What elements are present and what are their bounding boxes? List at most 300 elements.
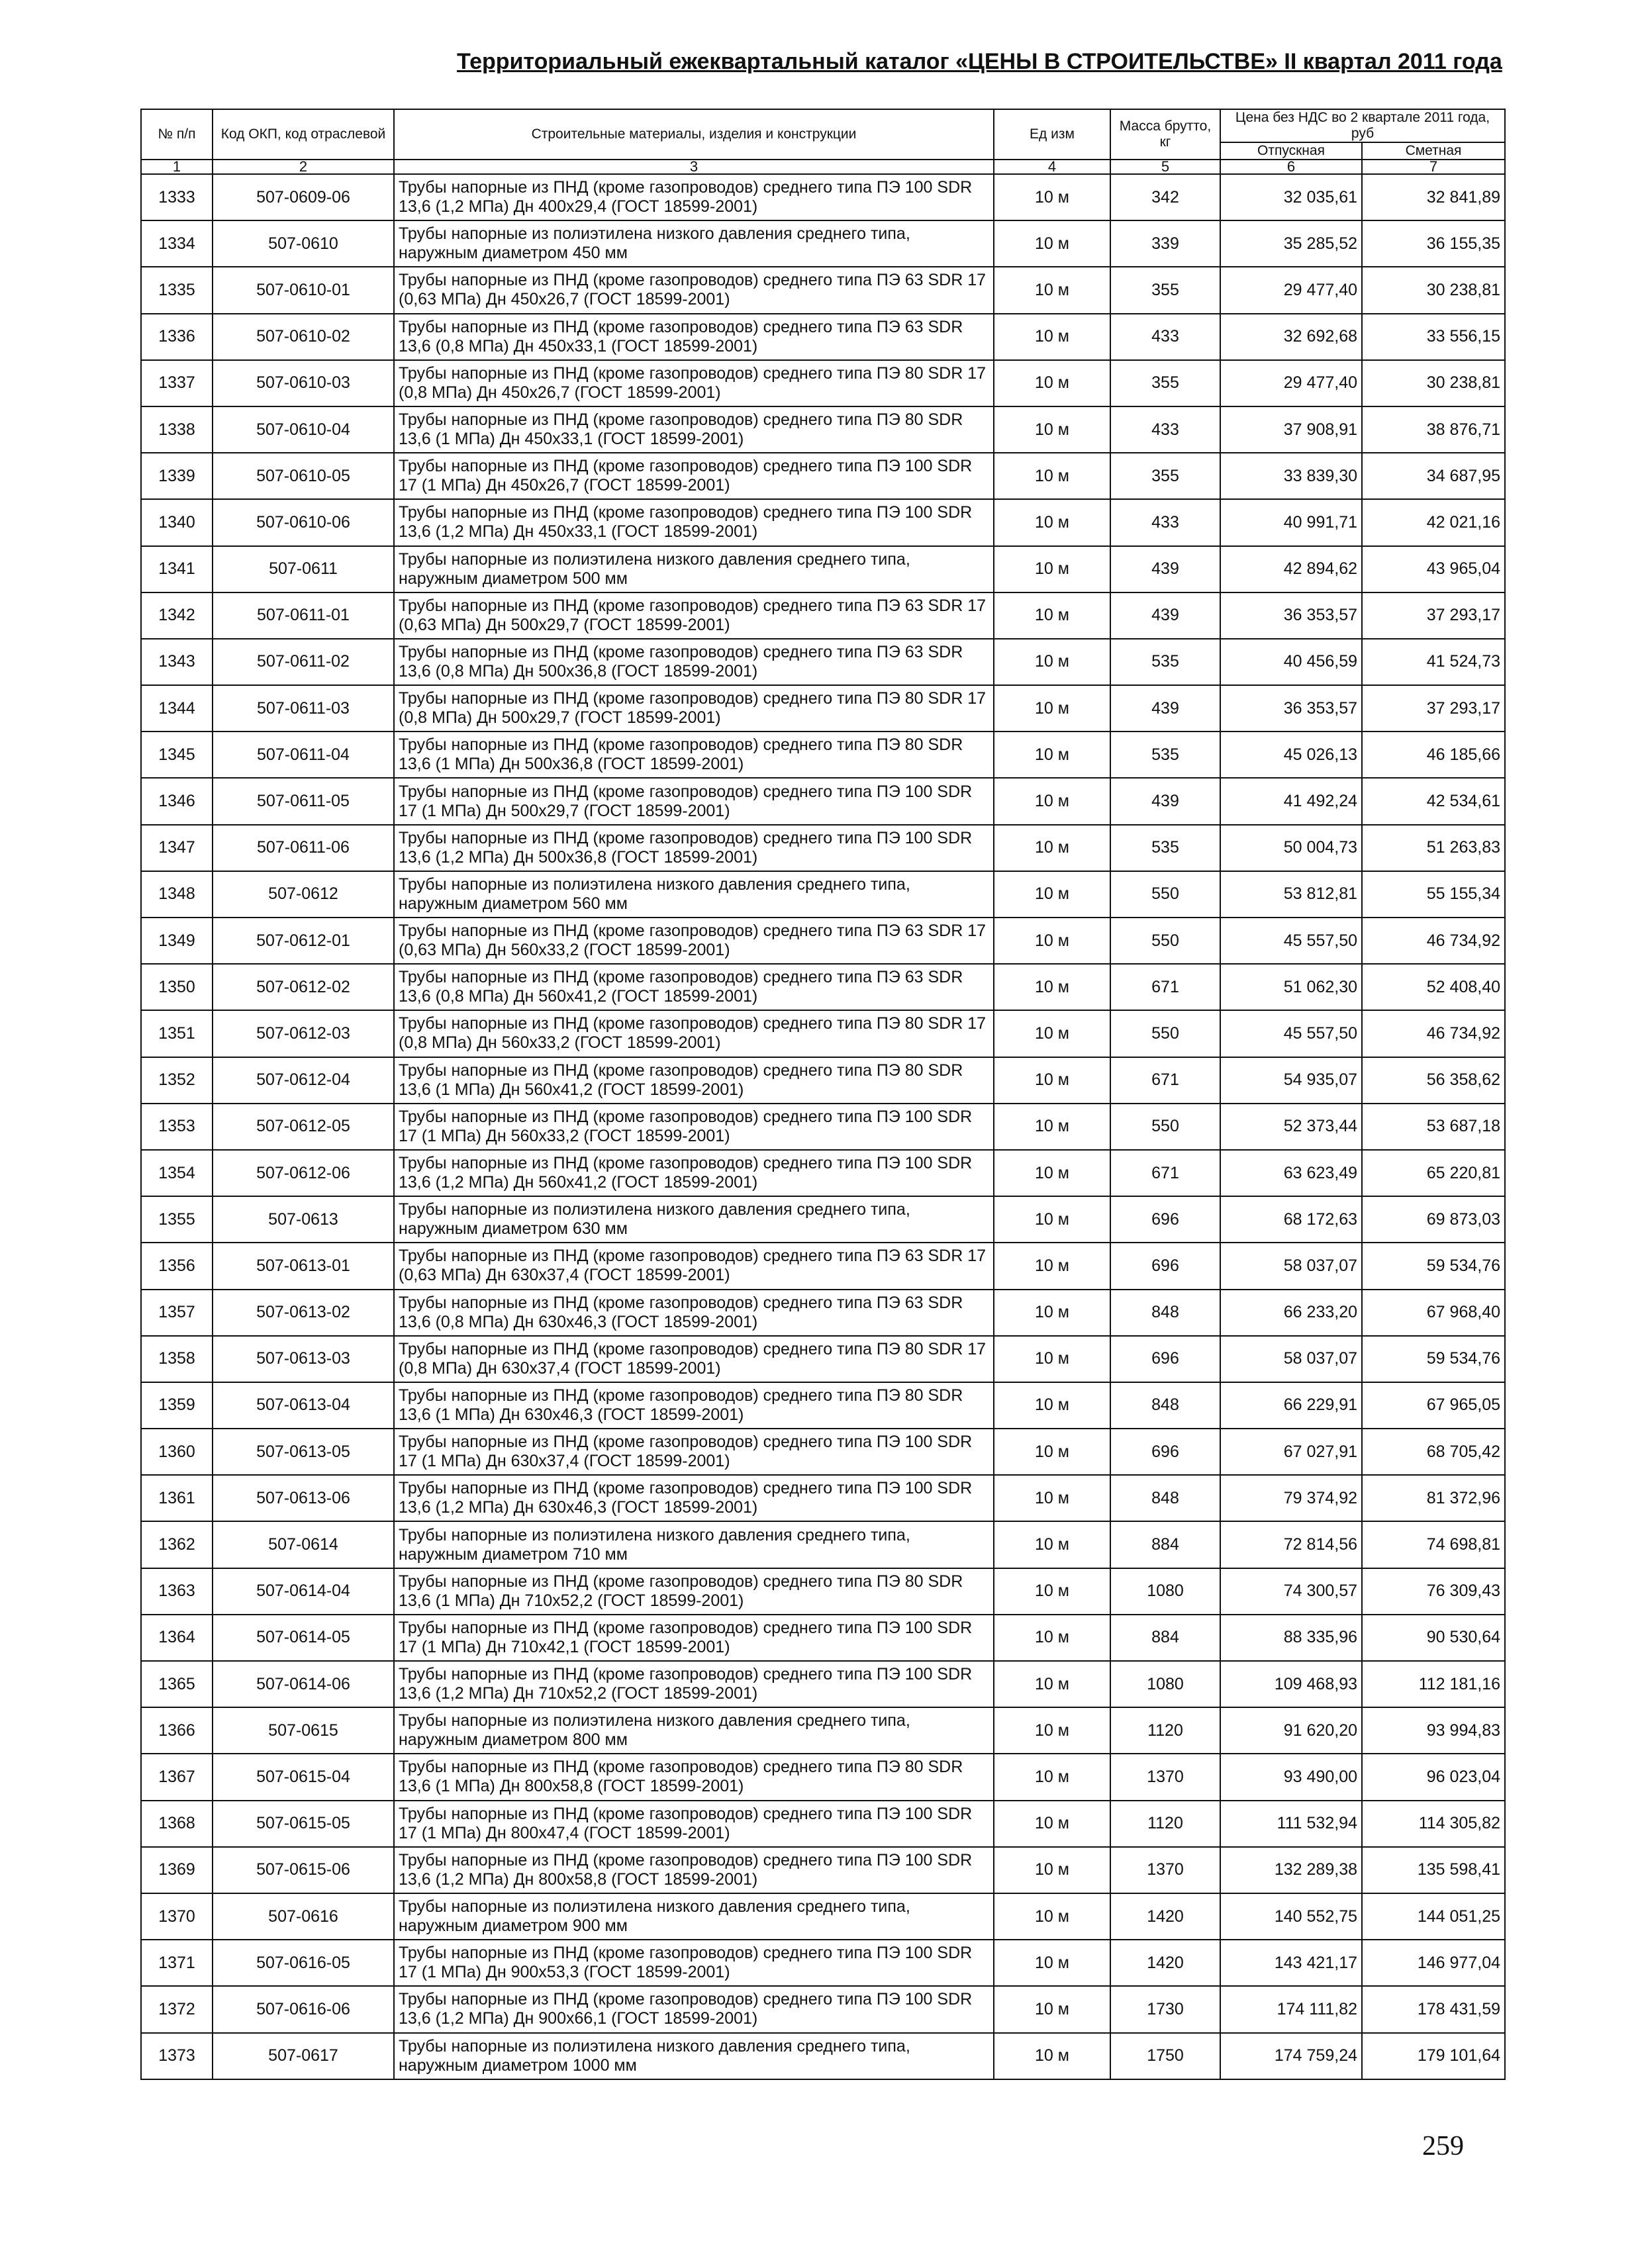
column-number: 1 — [141, 160, 213, 174]
header-name: Строительные материалы, изделия и конструкции — [394, 109, 994, 160]
table-row — [141, 1104, 1505, 1150]
price-estimate: 42 534,61 — [1362, 778, 1505, 824]
unit: 10 м — [994, 1150, 1110, 1196]
price-estimate: 46 734,92 — [1362, 918, 1505, 964]
price-estimate: 178 431,59 — [1362, 1986, 1505, 2032]
gross-mass: 339 — [1110, 220, 1220, 267]
price-estimate: 30 238,81 — [1362, 267, 1505, 313]
price-release: 52 373,44 — [1220, 1104, 1362, 1150]
gross-mass: 884 — [1110, 1615, 1220, 1661]
okp-code: 507-0611 — [213, 546, 394, 592]
unit: 10 м — [994, 1243, 1110, 1289]
page-title: Территориальный ежеквартальный каталог «ЦЕНЫ В СТРОИТЕЛЬСТВЕ» II квартал 2011 года — [457, 49, 1502, 74]
material-name: Трубы напорные из ПНД (кроме газопроводов) среднего типа ПЭ 80 SDR 17 (0,8 МПа) Дн 560х33,2 (ГОСТ 18599-2001) — [394, 1010, 994, 1057]
unit: 10 м — [994, 1521, 1110, 1568]
material-name: Трубы напорные из ПНД (кроме газопроводов) среднего типа ПЭ 63 SDR 17 (0,63 МПа) Дн 500х29,7 (ГОСТ 18599-2001) — [394, 592, 994, 639]
okp-code: 507-0612 — [213, 871, 394, 918]
unit: 10 м — [994, 499, 1110, 545]
table-row — [141, 360, 1505, 406]
price-estimate: 41 524,73 — [1362, 639, 1505, 685]
table-row — [141, 267, 1505, 313]
table-row — [141, 871, 1505, 918]
gross-mass: 1120 — [1110, 1801, 1220, 1847]
okp-code: 507-0615 — [213, 1707, 394, 1754]
table-row — [141, 964, 1505, 1010]
price-release: 66 229,91 — [1220, 1382, 1362, 1429]
material-name: Трубы напорные из полиэтилена низкого давления среднего типа, наружным диаметром 560 мм — [394, 871, 994, 918]
table-row — [141, 453, 1505, 499]
price-estimate: 53 687,18 — [1362, 1104, 1505, 1150]
price-estimate: 135 598,41 — [1362, 1847, 1505, 1893]
okp-code: 507-0610-06 — [213, 499, 394, 545]
unit: 10 м — [994, 1336, 1110, 1382]
price-release: 66 233,20 — [1220, 1290, 1362, 1336]
price-estimate: 81 372,96 — [1362, 1475, 1505, 1521]
table-row — [141, 1754, 1505, 1800]
price-estimate: 37 293,17 — [1362, 685, 1505, 732]
price-estimate: 43 965,04 — [1362, 546, 1505, 592]
row-number: 1363 — [141, 1568, 213, 1615]
table-row — [141, 2033, 1505, 2079]
header-price-group: Цена без НДС во 2 квартале 2011 года, руб — [1220, 109, 1505, 142]
column-number: 3 — [394, 160, 994, 174]
gross-mass: 535 — [1110, 732, 1220, 778]
gross-mass: 433 — [1110, 314, 1220, 360]
row-number: 1371 — [141, 1940, 213, 1986]
table-row — [141, 685, 1505, 732]
header-price-release: Отпускная — [1220, 142, 1362, 160]
price-estimate: 179 101,64 — [1362, 2033, 1505, 2079]
price-release: 132 289,38 — [1220, 1847, 1362, 1893]
page-number: 259 — [1422, 2131, 1464, 2161]
material-name: Трубы напорные из ПНД (кроме газопроводов) среднего типа ПЭ 80 SDR 17 (0,8 МПа) Дн 500х29,7 (ГОСТ 18599-2001) — [394, 685, 994, 732]
okp-code: 507-0615-04 — [213, 1754, 394, 1800]
okp-code: 507-0615-05 — [213, 1801, 394, 1847]
row-number: 1356 — [141, 1243, 213, 1289]
row-number: 1346 — [141, 778, 213, 824]
okp-code: 507-0613-04 — [213, 1382, 394, 1429]
unit: 10 м — [994, 685, 1110, 732]
price-release: 111 532,94 — [1220, 1801, 1362, 1847]
okp-code: 507-0610-01 — [213, 267, 394, 313]
row-number: 1335 — [141, 267, 213, 313]
row-number: 1351 — [141, 1010, 213, 1057]
material-name: Трубы напорные из ПНД (кроме газопроводов) среднего типа ПЭ 80 SDR 13,6 (1 МПа) Дн 630х46,3 (ГОСТ 18599-2001) — [394, 1382, 994, 1429]
price-release: 67 027,91 — [1220, 1429, 1362, 1475]
okp-code: 507-0611-05 — [213, 778, 394, 824]
unit: 10 м — [994, 1893, 1110, 1940]
table-row — [141, 1243, 1505, 1289]
unit: 10 м — [994, 174, 1110, 220]
table-row — [141, 499, 1505, 545]
okp-code: 507-0611-04 — [213, 732, 394, 778]
price-release: 45 557,50 — [1220, 1010, 1362, 1057]
table-row — [141, 1150, 1505, 1196]
table-row — [141, 732, 1505, 778]
gross-mass: 439 — [1110, 778, 1220, 824]
price-estimate: 76 309,43 — [1362, 1568, 1505, 1615]
okp-code: 507-0614 — [213, 1521, 394, 1568]
price-release: 37 908,91 — [1220, 406, 1362, 453]
material-name: Трубы напорные из ПНД (кроме газопроводов) среднего типа ПЭ 100 SDR 17 (1 МПа) Дн 560х33,2 (ГОСТ 18599-2001) — [394, 1104, 994, 1150]
gross-mass: 696 — [1110, 1243, 1220, 1289]
row-number: 1337 — [141, 360, 213, 406]
gross-mass: 433 — [1110, 499, 1220, 545]
table-row — [141, 1801, 1505, 1847]
unit: 10 м — [994, 1940, 1110, 1986]
column-numbers-row — [141, 160, 1505, 174]
row-number: 1348 — [141, 871, 213, 918]
header-unit: Ед изм — [994, 109, 1110, 160]
table-header — [141, 109, 1505, 174]
gross-mass: 1730 — [1110, 1986, 1220, 2032]
okp-code: 507-0610 — [213, 220, 394, 267]
price-release: 29 477,40 — [1220, 360, 1362, 406]
unit: 10 м — [994, 360, 1110, 406]
row-number: 1336 — [141, 314, 213, 360]
price-estimate: 67 968,40 — [1362, 1290, 1505, 1336]
okp-code: 507-0616-05 — [213, 1940, 394, 1986]
table-row — [141, 1661, 1505, 1707]
price-release: 58 037,07 — [1220, 1243, 1362, 1289]
okp-code: 507-0612-01 — [213, 918, 394, 964]
gross-mass: 1750 — [1110, 2033, 1220, 2079]
material-name: Трубы напорные из полиэтилена низкого давления среднего типа, наружным диаметром 800 мм — [394, 1707, 994, 1754]
material-name: Трубы напорные из ПНД (кроме газопроводов) среднего типа ПЭ 63 SDR 13,6 (0,8 МПа) Дн 450х33,1 (ГОСТ 18599-2001) — [394, 314, 994, 360]
unit: 10 м — [994, 1104, 1110, 1150]
gross-mass: 1420 — [1110, 1940, 1220, 1986]
okp-code: 507-0610-03 — [213, 360, 394, 406]
okp-code: 507-0613-01 — [213, 1243, 394, 1289]
material-name: Трубы напорные из полиэтилена низкого давления среднего типа, наружным диаметром 900 мм — [394, 1893, 994, 1940]
unit: 10 м — [994, 2033, 1110, 2079]
table-row — [141, 1475, 1505, 1521]
row-number: 1347 — [141, 825, 213, 871]
gross-mass: 355 — [1110, 267, 1220, 313]
material-name: Трубы напорные из полиэтилена низкого давления среднего типа, наружным диаметром 710 мм — [394, 1521, 994, 1568]
okp-code: 507-0613-03 — [213, 1336, 394, 1382]
table-row — [141, 1196, 1505, 1243]
gross-mass: 696 — [1110, 1336, 1220, 1382]
table-row — [141, 220, 1505, 267]
table-row — [141, 546, 1505, 592]
price-estimate: 36 155,35 — [1362, 220, 1505, 267]
row-number: 1338 — [141, 406, 213, 453]
price-release: 174 111,82 — [1220, 1986, 1362, 2032]
okp-code: 507-0614-05 — [213, 1615, 394, 1661]
price-estimate: 33 556,15 — [1362, 314, 1505, 360]
material-name: Трубы напорные из ПНД (кроме газопроводов) среднего типа ПЭ 80 SDR 17 (0,8 МПа) Дн 450х26,7 (ГОСТ 18599-2001) — [394, 360, 994, 406]
row-number: 1343 — [141, 639, 213, 685]
row-number: 1362 — [141, 1521, 213, 1568]
table-row — [141, 639, 1505, 685]
price-estimate: 38 876,71 — [1362, 406, 1505, 453]
row-number: 1359 — [141, 1382, 213, 1429]
price-estimate: 34 687,95 — [1362, 453, 1505, 499]
table-row — [141, 1707, 1505, 1754]
okp-code: 507-0613-05 — [213, 1429, 394, 1475]
material-name: Трубы напорные из ПНД (кроме газопроводов) среднего типа ПЭ 63 SDR 17 (0,63 МПа) Дн 630х37,4 (ГОСТ 18599-2001) — [394, 1243, 994, 1289]
material-name: Трубы напорные из ПНД (кроме газопроводов) среднего типа ПЭ 100 SDR 13,6 (1,2 МПа) Дн 630х46,3 (ГОСТ 18599-2001) — [394, 1475, 994, 1521]
price-release: 40 456,59 — [1220, 639, 1362, 685]
unit: 10 м — [994, 453, 1110, 499]
row-number: 1367 — [141, 1754, 213, 1800]
price-estimate: 59 534,76 — [1362, 1336, 1505, 1382]
table-body — [141, 174, 1505, 2079]
okp-code: 507-0616-06 — [213, 1986, 394, 2032]
table-row — [141, 406, 1505, 453]
okp-code: 507-0613 — [213, 1196, 394, 1243]
unit: 10 м — [994, 1382, 1110, 1429]
okp-code: 507-0614-06 — [213, 1661, 394, 1707]
table-row — [141, 825, 1505, 871]
okp-code: 507-0610-04 — [213, 406, 394, 453]
price-release: 29 477,40 — [1220, 267, 1362, 313]
column-number: 4 — [994, 160, 1110, 174]
unit: 10 м — [994, 825, 1110, 871]
price-release: 68 172,63 — [1220, 1196, 1362, 1243]
price-release: 51 062,30 — [1220, 964, 1362, 1010]
unit: 10 м — [994, 1057, 1110, 1104]
material-name: Трубы напорные из ПНД (кроме газопроводов) среднего типа ПЭ 100 SDR 17 (1 МПа) Дн 800х47,4 (ГОСТ 18599-2001) — [394, 1801, 994, 1847]
price-estimate: 90 530,64 — [1362, 1615, 1505, 1661]
table-row — [141, 174, 1505, 220]
gross-mass: 696 — [1110, 1196, 1220, 1243]
material-name: Трубы напорные из ПНД (кроме газопроводов) среднего типа ПЭ 63 SDR 17 (0,63 МПа) Дн 560х33,2 (ГОСТ 18599-2001) — [394, 918, 994, 964]
price-release: 32 035,61 — [1220, 174, 1362, 220]
unit: 10 м — [994, 1010, 1110, 1057]
unit: 10 м — [994, 1290, 1110, 1336]
material-name: Трубы напорные из ПНД (кроме газопроводов) среднего типа ПЭ 63 SDR 13,6 (0,8 МПа) Дн 560х41,2 (ГОСТ 18599-2001) — [394, 964, 994, 1010]
unit: 10 м — [994, 592, 1110, 639]
price-release: 35 285,52 — [1220, 220, 1362, 267]
row-number: 1370 — [141, 1893, 213, 1940]
unit: 10 м — [994, 220, 1110, 267]
row-number: 1364 — [141, 1615, 213, 1661]
gross-mass: 1370 — [1110, 1847, 1220, 1893]
table-row — [141, 1290, 1505, 1336]
material-name: Трубы напорные из полиэтилена низкого давления среднего типа, наружным диаметром 1000 мм — [394, 2033, 994, 2079]
table-row — [141, 1568, 1505, 1615]
gross-mass: 342 — [1110, 174, 1220, 220]
price-release: 53 812,81 — [1220, 871, 1362, 918]
row-number: 1350 — [141, 964, 213, 1010]
price-estimate: 96 023,04 — [1362, 1754, 1505, 1800]
row-number: 1334 — [141, 220, 213, 267]
price-estimate: 46 734,92 — [1362, 1010, 1505, 1057]
material-name: Трубы напорные из ПНД (кроме газопроводов) среднего типа ПЭ 100 SDR 13,6 (1,2 МПа) Дн 900х66,1 (ГОСТ 18599-2001) — [394, 1986, 994, 2032]
price-release: 45 026,13 — [1220, 732, 1362, 778]
table-row — [141, 1010, 1505, 1057]
price-estimate: 65 220,81 — [1362, 1150, 1505, 1196]
gross-mass: 439 — [1110, 546, 1220, 592]
header-num: № п/п — [141, 109, 213, 160]
unit: 10 м — [994, 406, 1110, 453]
price-release: 109 468,93 — [1220, 1661, 1362, 1707]
price-release: 58 037,07 — [1220, 1336, 1362, 1382]
gross-mass: 535 — [1110, 825, 1220, 871]
table-row — [141, 1429, 1505, 1475]
gross-mass: 671 — [1110, 1150, 1220, 1196]
price-release: 36 353,57 — [1220, 685, 1362, 732]
table-row — [141, 1940, 1505, 1986]
price-release: 63 623,49 — [1220, 1150, 1362, 1196]
material-name: Трубы напорные из ПНД (кроме газопроводов) среднего типа ПЭ 80 SDR 13,6 (1 МПа) Дн 560х41,2 (ГОСТ 18599-2001) — [394, 1057, 994, 1104]
price-estimate: 51 263,83 — [1362, 825, 1505, 871]
okp-code: 507-0610-05 — [213, 453, 394, 499]
row-number: 1345 — [141, 732, 213, 778]
material-name: Трубы напорные из ПНД (кроме газопроводов) среднего типа ПЭ 100 SDR 13,6 (1,2 МПа) Дн 500х36,8 (ГОСТ 18599-2001) — [394, 825, 994, 871]
price-release: 174 759,24 — [1220, 2033, 1362, 2079]
unit: 10 м — [994, 1986, 1110, 2032]
row-number: 1339 — [141, 453, 213, 499]
material-name: Трубы напорные из ПНД (кроме газопроводов) среднего типа ПЭ 63 SDR 17 (0,63 МПа) Дн 450х26,7 (ГОСТ 18599-2001) — [394, 267, 994, 313]
material-name: Трубы напорные из ПНД (кроме газопроводов) среднего типа ПЭ 80 SDR 17 (0,8 МПа) Дн 630х37,4 (ГОСТ 18599-2001) — [394, 1336, 994, 1382]
material-name: Трубы напорные из ПНД (кроме газопроводов) среднего типа ПЭ 100 SDR 17 (1 МПа) Дн 450х26,7 (ГОСТ 18599-2001) — [394, 453, 994, 499]
material-name: Трубы напорные из ПНД (кроме газопроводов) среднего типа ПЭ 80 SDR 13,6 (1 МПа) Дн 500х36,8 (ГОСТ 18599-2001) — [394, 732, 994, 778]
price-estimate: 69 873,03 — [1362, 1196, 1505, 1243]
price-table — [140, 109, 1506, 2080]
price-estimate: 56 358,62 — [1362, 1057, 1505, 1104]
material-name: Трубы напорные из ПНД (кроме газопроводов) среднего типа ПЭ 100 SDR 13,6 (1,2 МПа) Дн 400х29,4 (ГОСТ 18599-2001) — [394, 174, 994, 220]
price-release: 42 894,62 — [1220, 546, 1362, 592]
price-estimate: 68 705,42 — [1362, 1429, 1505, 1475]
price-release: 50 004,73 — [1220, 825, 1362, 871]
okp-code: 507-0612-02 — [213, 964, 394, 1010]
row-number: 1365 — [141, 1661, 213, 1707]
okp-code: 507-0615-06 — [213, 1847, 394, 1893]
row-number: 1361 — [141, 1475, 213, 1521]
unit: 10 м — [994, 1475, 1110, 1521]
okp-code: 507-0612-06 — [213, 1150, 394, 1196]
price-release: 143 421,17 — [1220, 1940, 1362, 1986]
material-name: Трубы напорные из полиэтилена низкого давления среднего типа, наружным диаметром 630 мм — [394, 1196, 994, 1243]
price-estimate: 52 408,40 — [1362, 964, 1505, 1010]
row-number: 1368 — [141, 1801, 213, 1847]
price-estimate: 74 698,81 — [1362, 1521, 1505, 1568]
gross-mass: 1420 — [1110, 1893, 1220, 1940]
okp-code: 507-0617 — [213, 2033, 394, 2079]
price-estimate: 67 965,05 — [1362, 1382, 1505, 1429]
row-number: 1355 — [141, 1196, 213, 1243]
material-name: Трубы напорные из ПНД (кроме газопроводов) среднего типа ПЭ 100 SDR 13,6 (1,2 МПа) Дн 450х33,1 (ГОСТ 18599-2001) — [394, 499, 994, 545]
material-name: Трубы напорные из ПНД (кроме газопроводов) среднего типа ПЭ 100 SDR 13,6 (1,2 МПа) Дн 560х41,2 (ГОСТ 18599-2001) — [394, 1150, 994, 1196]
row-number: 1349 — [141, 918, 213, 964]
gross-mass: 1080 — [1110, 1661, 1220, 1707]
gross-mass: 355 — [1110, 360, 1220, 406]
material-name: Трубы напорные из полиэтилена низкого давления среднего типа, наружным диаметром 450 мм — [394, 220, 994, 267]
okp-code: 507-0614-04 — [213, 1568, 394, 1615]
material-name: Трубы напорные из ПНД (кроме газопроводов) среднего типа ПЭ 100 SDR 17 (1 МПа) Дн 710х42,1 (ГОСТ 18599-2001) — [394, 1615, 994, 1661]
okp-code: 507-0611-03 — [213, 685, 394, 732]
price-release: 40 991,71 — [1220, 499, 1362, 545]
unit: 10 м — [994, 1847, 1110, 1893]
unit: 10 м — [994, 871, 1110, 918]
price-release: 54 935,07 — [1220, 1057, 1362, 1104]
price-estimate: 42 021,16 — [1362, 499, 1505, 545]
table-row — [141, 592, 1505, 639]
row-number: 1366 — [141, 1707, 213, 1754]
price-release: 33 839,30 — [1220, 453, 1362, 499]
unit: 10 м — [994, 732, 1110, 778]
gross-mass: 550 — [1110, 918, 1220, 964]
row-number: 1358 — [141, 1336, 213, 1382]
unit: 10 м — [994, 546, 1110, 592]
table-row — [141, 1893, 1505, 1940]
price-release: 88 335,96 — [1220, 1615, 1362, 1661]
row-number: 1373 — [141, 2033, 213, 2079]
material-name: Трубы напорные из ПНД (кроме газопроводов) среднего типа ПЭ 80 SDR 13,6 (1 МПа) Дн 450х33,1 (ГОСТ 18599-2001) — [394, 406, 994, 453]
row-number: 1333 — [141, 174, 213, 220]
material-name: Трубы напорные из ПНД (кроме газопроводов) среднего типа ПЭ 80 SDR 13,6 (1 МПа) Дн 710х52,2 (ГОСТ 18599-2001) — [394, 1568, 994, 1615]
row-number: 1360 — [141, 1429, 213, 1475]
okp-code: 507-0613-06 — [213, 1475, 394, 1521]
gross-mass: 439 — [1110, 592, 1220, 639]
okp-code: 507-0612-05 — [213, 1104, 394, 1150]
gross-mass: 1080 — [1110, 1568, 1220, 1615]
price-estimate: 46 185,66 — [1362, 732, 1505, 778]
price-release: 74 300,57 — [1220, 1568, 1362, 1615]
price-estimate: 55 155,34 — [1362, 871, 1505, 918]
price-estimate: 146 977,04 — [1362, 1940, 1505, 1986]
okp-code: 507-0609-06 — [213, 174, 394, 220]
gross-mass: 1120 — [1110, 1707, 1220, 1754]
row-number: 1357 — [141, 1290, 213, 1336]
gross-mass: 884 — [1110, 1521, 1220, 1568]
unit: 10 м — [994, 314, 1110, 360]
table-row — [141, 918, 1505, 964]
price-release: 79 374,92 — [1220, 1475, 1362, 1521]
column-number: 7 — [1362, 160, 1505, 174]
gross-mass: 550 — [1110, 1010, 1220, 1057]
price-release: 91 620,20 — [1220, 1707, 1362, 1754]
gross-mass: 550 — [1110, 871, 1220, 918]
price-release: 140 552,75 — [1220, 1893, 1362, 1940]
gross-mass: 550 — [1110, 1104, 1220, 1150]
unit: 10 м — [994, 1661, 1110, 1707]
row-number: 1369 — [141, 1847, 213, 1893]
header-mass: Масса брутто, кг — [1110, 109, 1220, 160]
unit: 10 м — [994, 918, 1110, 964]
gross-mass: 671 — [1110, 1057, 1220, 1104]
unit: 10 м — [994, 1754, 1110, 1800]
unit: 10 м — [994, 964, 1110, 1010]
gross-mass: 848 — [1110, 1382, 1220, 1429]
header-code: Код ОКП, код отраслевой — [213, 109, 394, 160]
row-number: 1340 — [141, 499, 213, 545]
gross-mass: 1370 — [1110, 1754, 1220, 1800]
material-name: Трубы напорные из ПНД (кроме газопроводов) среднего типа ПЭ 100 SDR 17 (1 МПа) Дн 500х29,7 (ГОСТ 18599-2001) — [394, 778, 994, 824]
row-number: 1353 — [141, 1104, 213, 1150]
gross-mass: 433 — [1110, 406, 1220, 453]
okp-code: 507-0613-02 — [213, 1290, 394, 1336]
material-name: Трубы напорные из полиэтилена низкого давления среднего типа, наружным диаметром 500 мм — [394, 546, 994, 592]
row-number: 1344 — [141, 685, 213, 732]
table-row — [141, 1986, 1505, 2032]
price-estimate: 112 181,16 — [1362, 1661, 1505, 1707]
unit: 10 м — [994, 1429, 1110, 1475]
table-row — [141, 1382, 1505, 1429]
material-name: Трубы напорные из ПНД (кроме газопроводов) среднего типа ПЭ 63 SDR 13,6 (0,8 МПа) Дн 500х36,8 (ГОСТ 18599-2001) — [394, 639, 994, 685]
price-estimate: 59 534,76 — [1362, 1243, 1505, 1289]
unit: 10 м — [994, 639, 1110, 685]
price-estimate: 32 841,89 — [1362, 174, 1505, 220]
price-release: 41 492,24 — [1220, 778, 1362, 824]
okp-code: 507-0616 — [213, 1893, 394, 1940]
row-number: 1352 — [141, 1057, 213, 1104]
table-row — [141, 778, 1505, 824]
table-row — [141, 1847, 1505, 1893]
